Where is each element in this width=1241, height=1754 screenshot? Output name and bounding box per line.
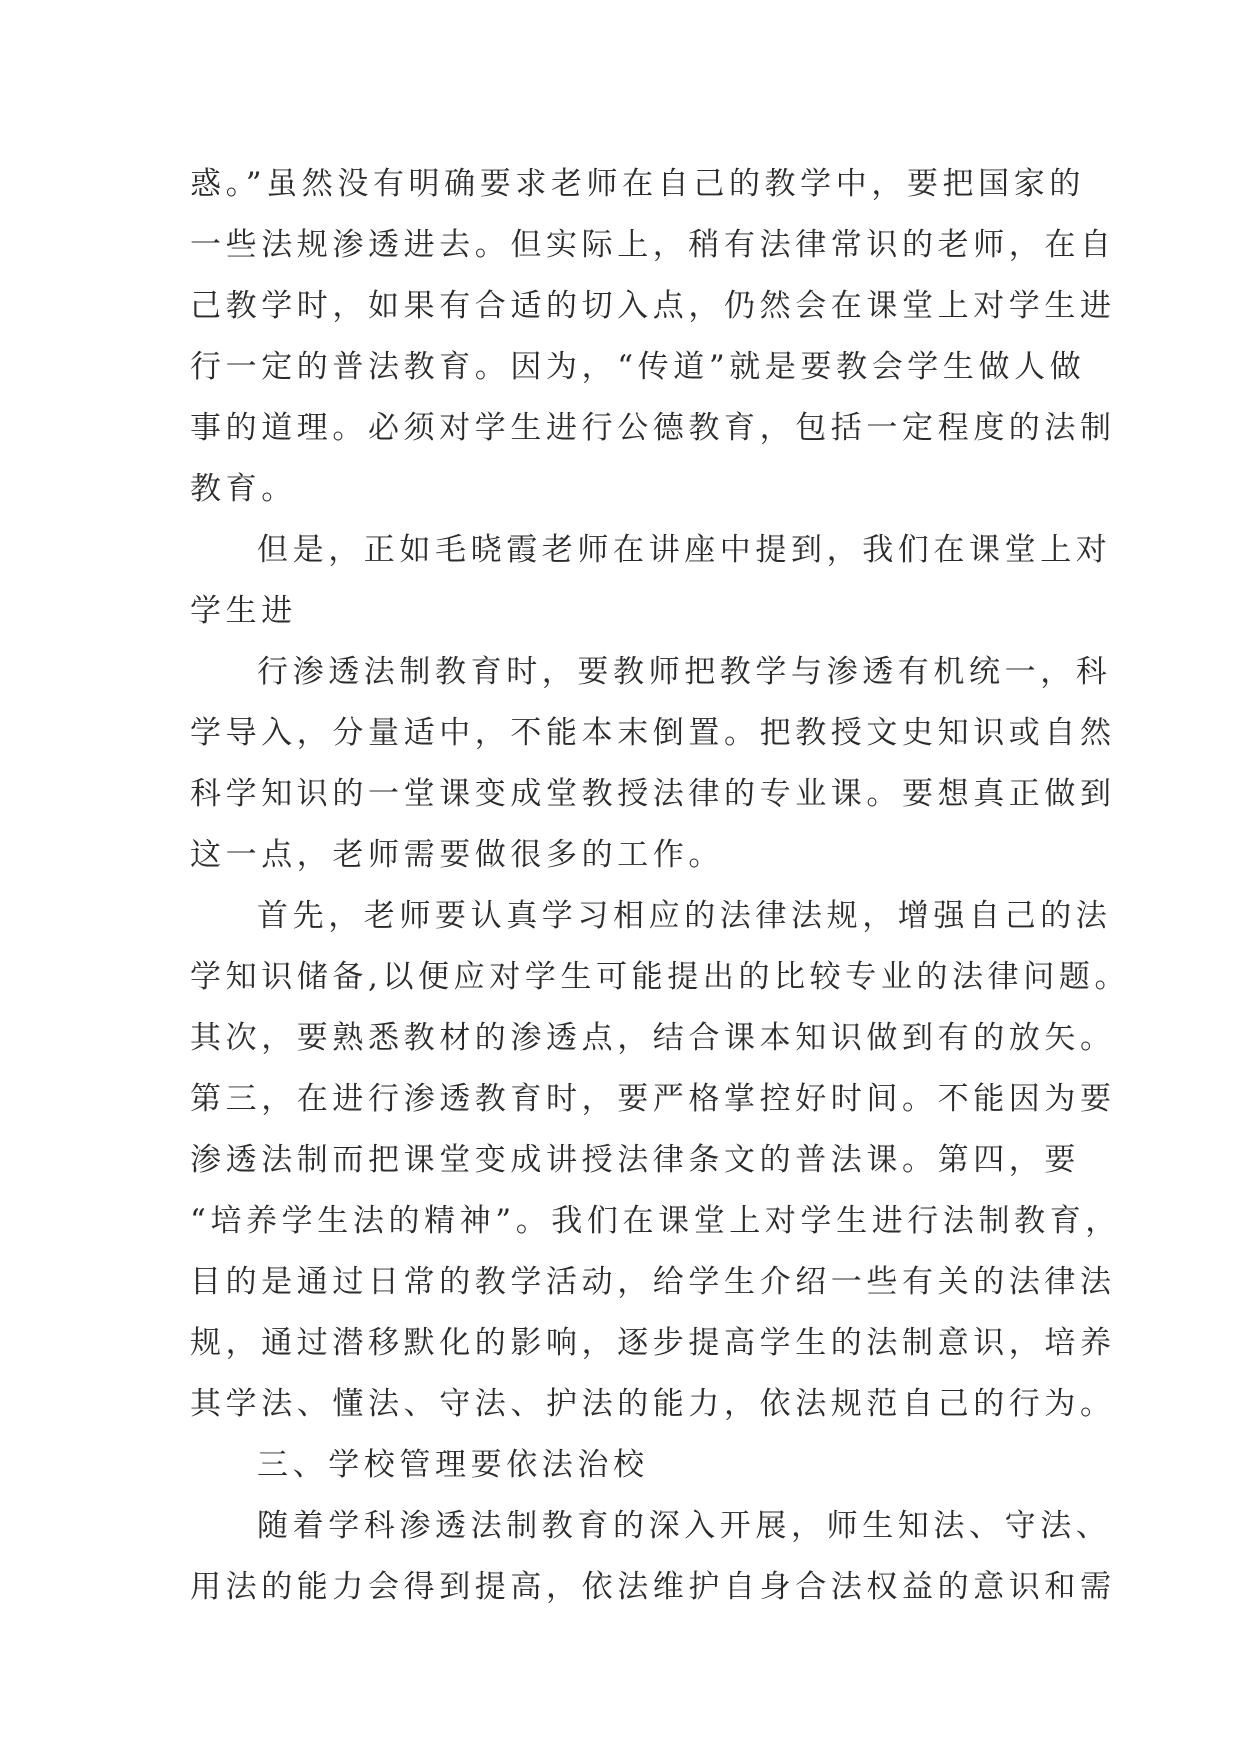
text-line: 首先，老师要认真学习相应的法律法规，增强自己的法 xyxy=(257,898,1112,934)
text-line: “培养学生法的精神”。我们在课堂上对学生进行法制教育， xyxy=(190,1203,1121,1239)
text-line: 科学知识的一堂课变成堂教授法律的专业课。要想真正做到 xyxy=(190,776,1116,812)
text-line: 随着学科渗透法制教育的深入开展，师生知法、守法、 xyxy=(257,1508,1112,1544)
text-line: 行一定的普法教育。因为，“传道”就是要教会学生做人做 xyxy=(190,349,1086,385)
text-line: 学生进 xyxy=(190,593,297,629)
text-line: 一些法规渗透进去。但实际上，稍有法律常识的老师，在自 xyxy=(190,227,1116,263)
text-line: 目的是通过日常的教学活动，给学生介绍一些有关的法律法 xyxy=(190,1264,1116,1300)
text-line: 其学法、懂法、守法、护法的能力，依法规范自己的行为。 xyxy=(190,1386,1116,1422)
text-line: 第三，在进行渗透教育时，要严格掌控好时间。不能因为要 xyxy=(190,1081,1116,1117)
text-line: 教育。 xyxy=(190,471,297,507)
text-line: 学知识储备,以便应对学生可能提出的比较专业的法律问题。 xyxy=(190,959,1131,995)
text-line: 渗透法制而把课堂变成讲授法律条文的普法课。第四，要 xyxy=(190,1142,1080,1178)
text-line: 学导入，分量适中，不能本末倒置。把教授文史知识或自然 xyxy=(190,715,1116,751)
text-line: 行渗透法制教育时，要教师把教学与渗透有机统一，科 xyxy=(257,654,1112,690)
text-line: 己教学时，如果有合适的切入点，仍然会在课堂上对学生进 xyxy=(190,288,1116,324)
text-line: 这一点，老师需要做很多的工作。 xyxy=(190,837,724,873)
text-line: 但是，正如毛晓霞老师在讲座中提到，我们在课堂上对 xyxy=(257,532,1112,568)
text-line: 其次，要熟悉教材的渗透点，结合课本知识做到有的放矢。 xyxy=(190,1020,1116,1056)
text-line: 用法的能力会得到提高，依法维护自身合法权益的意识和需 xyxy=(190,1569,1116,1605)
section-heading: 三、学校管理要依法治校 xyxy=(257,1447,649,1483)
text-line: 事的道理。必须对学生进行公德教育，包括一定程度的法制 xyxy=(190,410,1116,446)
text-line: 惑。”虽然没有明确要求老师在自己的教学中，要把国家的 xyxy=(190,166,1085,202)
text-line: 规，通过潜移默化的影响，逐步提高学生的法制意识，培养 xyxy=(190,1325,1116,1361)
